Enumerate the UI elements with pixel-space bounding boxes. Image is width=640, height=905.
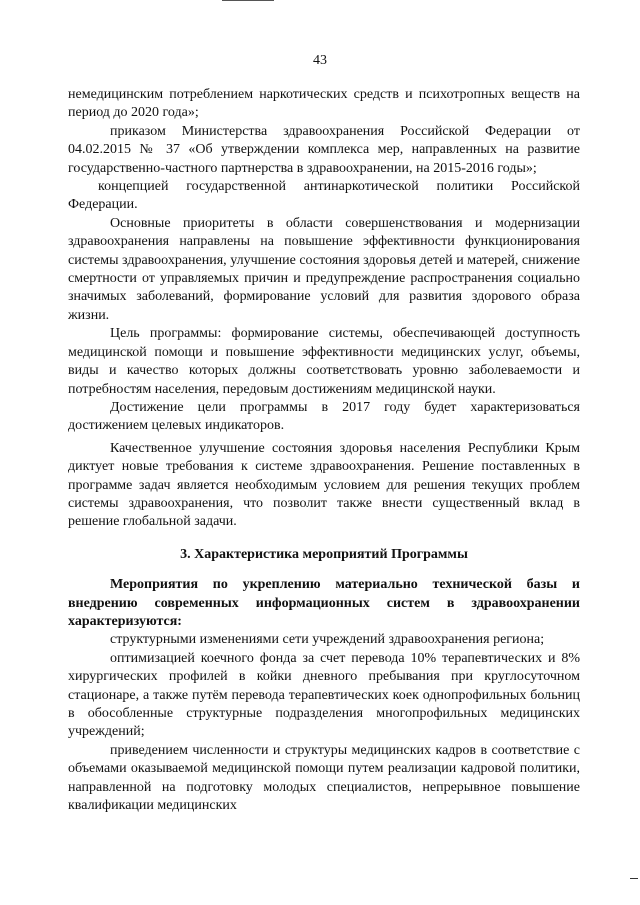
scan-edge-mark [222,0,274,1]
list-item-bed-optimization: оптимизацией коечного фонда за счет перевода 10% терапевтических и 8% хирургических профилей в койки дневного пребывания при круглосуточном стационаре, а также путём перевода терапевтических коек однопрофильных больниц в обособленные структурные подразделения многопрофильных медицинских учреждений; [68,650,580,740]
page-number: 43 [313,53,327,68]
paragraph-quality-improvement: Качественное улучшение состояния здоровья населения Республики Крым диктует новые требования к системе здравоохранения. Решение поставленных в программе задач является необходимым условием для решения текущих проблем системы здравоохранения, что позволит также внести существенный вклад в решение глобальной задачи. [68,440,580,530]
paragraph-drug-strategy-end: немедицинским потреблением наркотических средств и психотропных веществ на период до 2020 года»; [68,87,580,121]
scan-edge-mark [630,878,638,879]
paragraph-health-ministry-order: приказом Министерства здравоохранения Российской Федерации от 04.02.2015 № 37 «Об утверждении комплекса мер, направленных на развитие государственно-частного партнерства в здравоохранении, на 2015-2016 годы»; [68,123,580,176]
paragraph-main-priorities: Основные приоритеты в области совершенствования и модернизации здравоохранения направлены на повышение эффективности функционирования системы здравоохранения, улучшение состояния здоровья детей и матерей, снижение смертности от управляемых причин и предупреждение распространения социально значимых заболеваний, формирование условий для развития здорового образа жизни. [68,215,580,323]
paragraph-goal-achievement: Достижение цели программы в 2017 году будет характеризоваться достижением целевых индикаторов. [68,399,580,434]
section-heading: 3. Характеристика мероприятий Программы [180,546,468,562]
paragraph-antidrug-concept: концепцией государственной антинаркотической политики Российской Федерации. [68,179,580,213]
list-item-structural-changes: структурными изменениями сети учреждений здравоохранения региона; [110,632,545,648]
page-body [68,86,580,815]
section-intro: Мероприятия по укреплению материально технической базы и внедрению современных информационных систем в здравоохранении характеризуются: [68,577,580,629]
list-item-staff-alignment: приведением численности и структуры медицинских кадров в соответствие с объемами оказываемой медицинской помощи путем реализации кадровой политики, направленной на подготовку молодых специалистов, непрерывное повышение квалификации медицинских [68,742,580,814]
paragraph-program-goal: Цель программы: формирование системы, обеспечивающей доступность медицинской помощи и повышение эффективности медицинских услуг, объемы, виды и качество которых должны соответствовать уровню заболеваемости и потребностям населения, передовым достижениям медицинской науки. [68,326,580,397]
